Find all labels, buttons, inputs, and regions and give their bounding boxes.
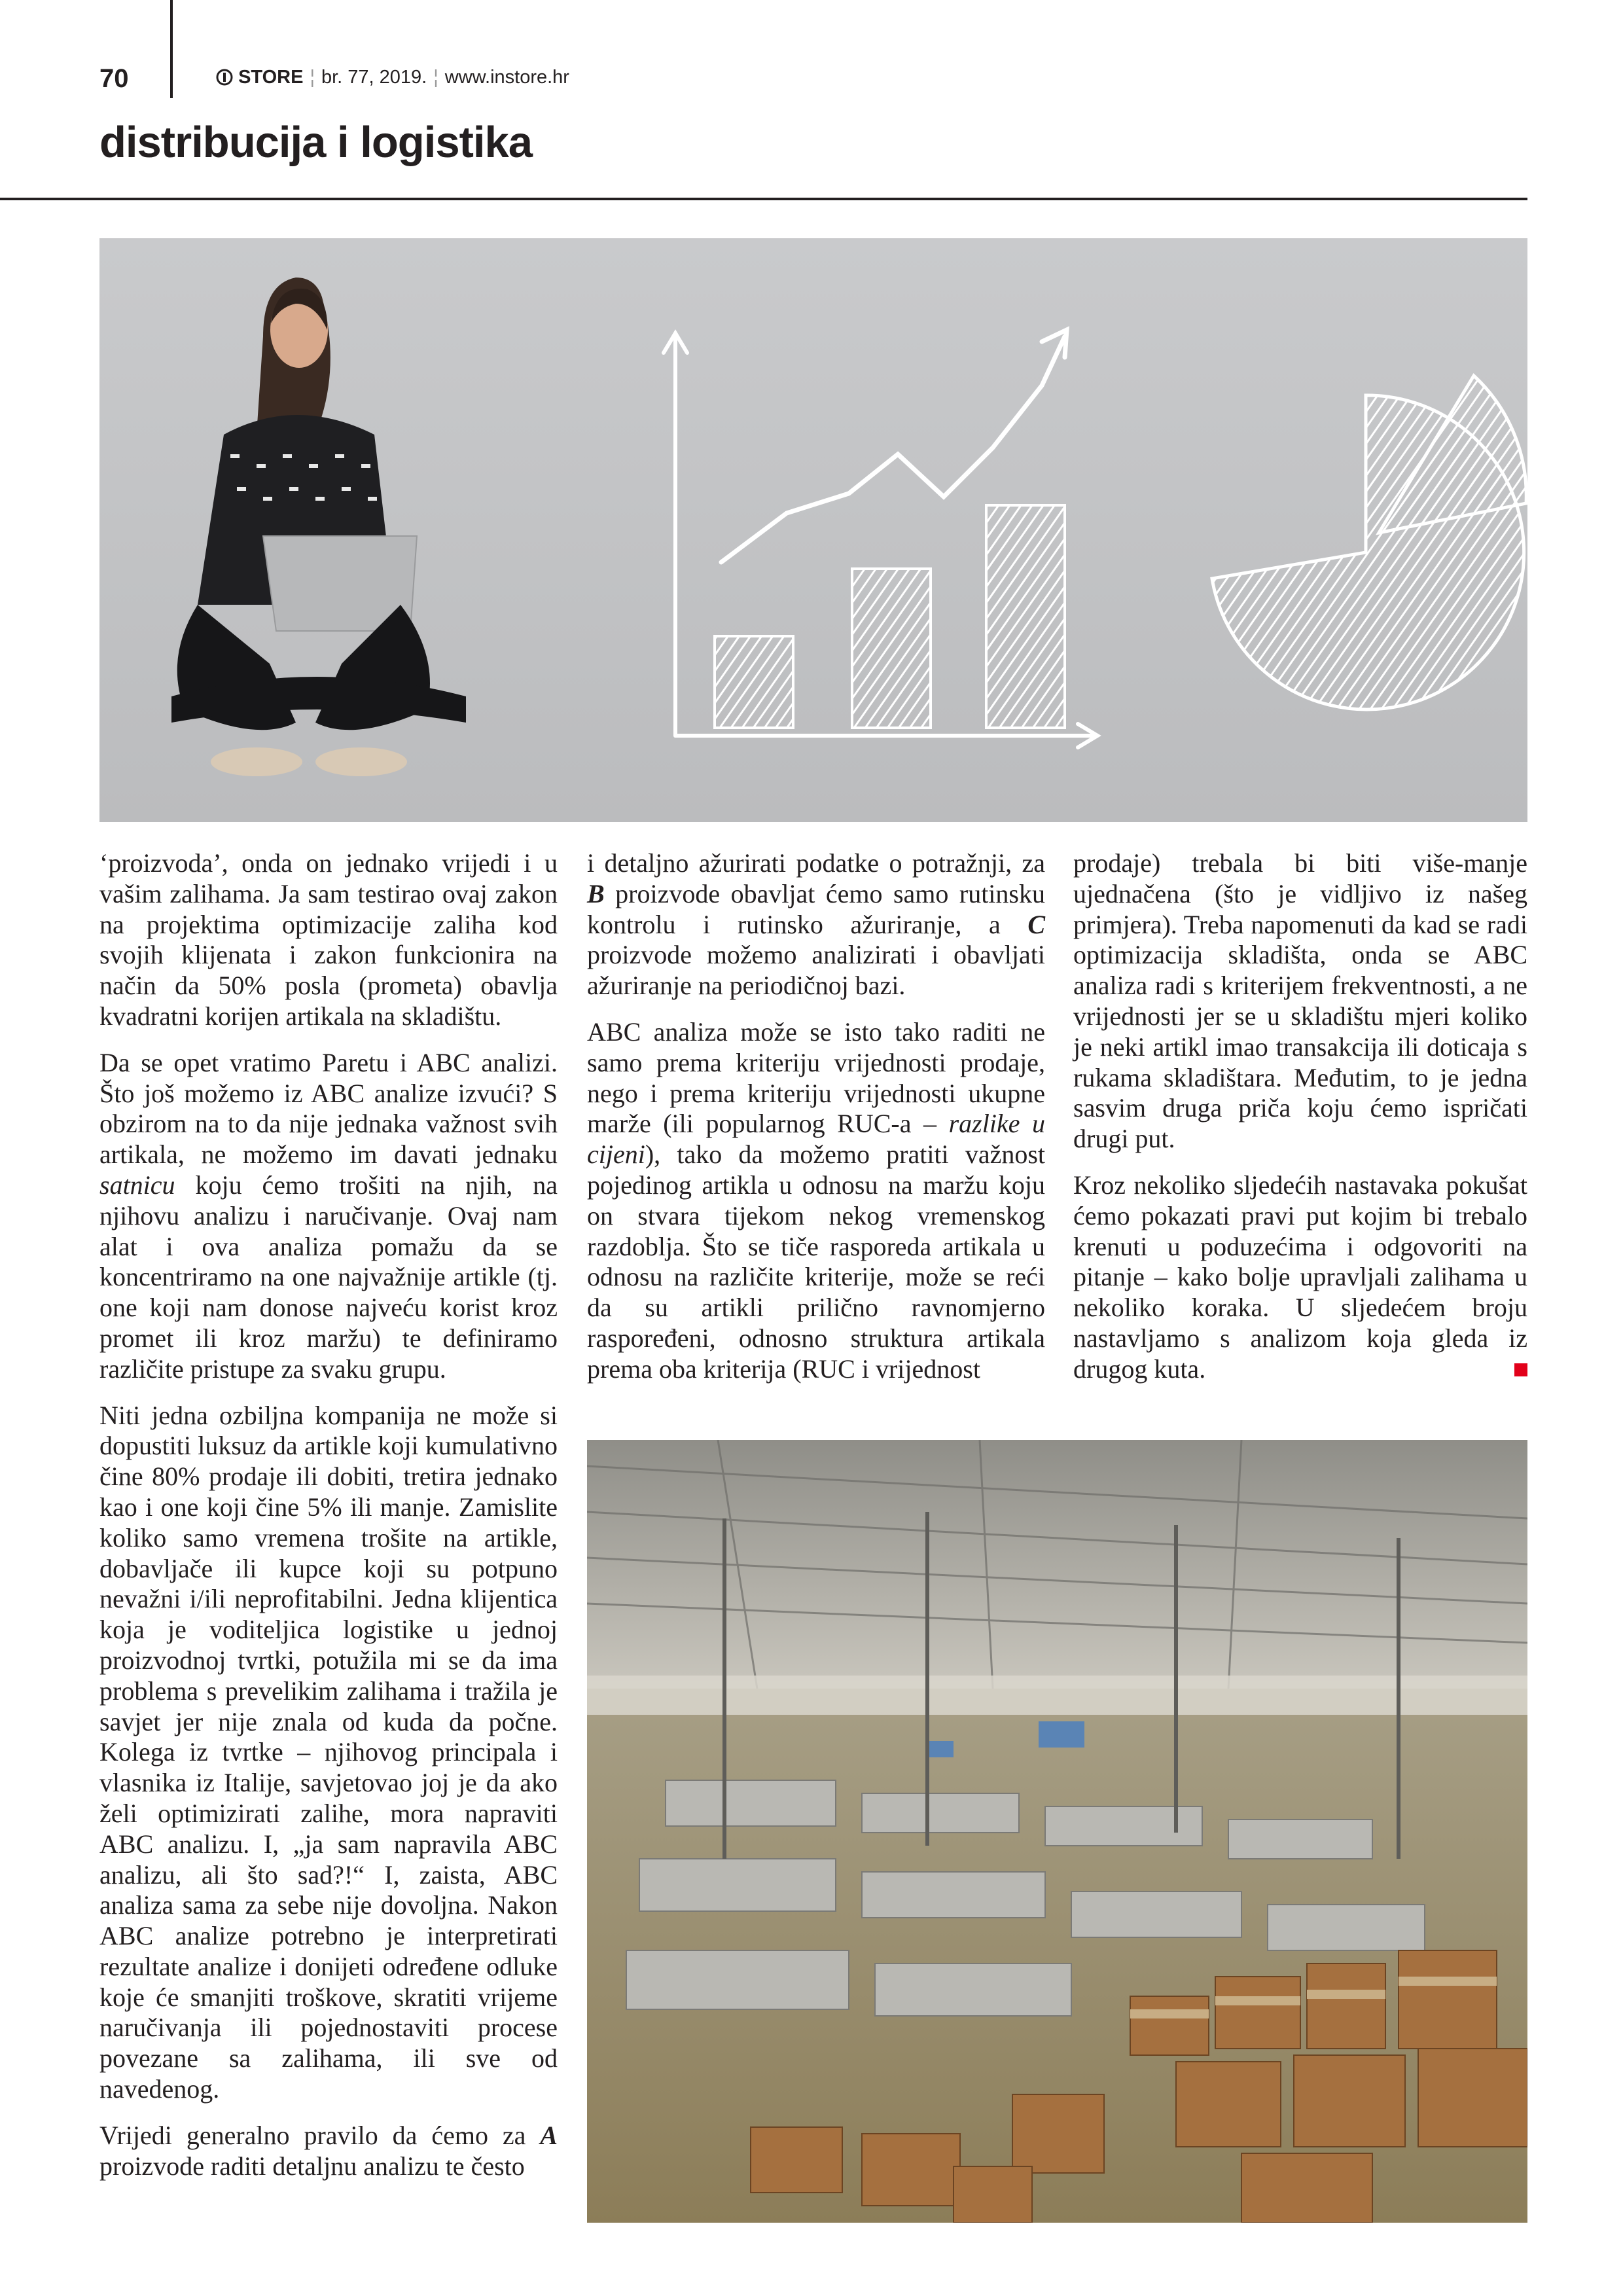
section-title: distribucija i logistika xyxy=(99,118,533,167)
woman-laptop-figure xyxy=(171,278,466,776)
article-paragraph: i detaljno ažurirati podatke o potražnji, za B proizvode obavljat ćemo samo rutinsku kontrolu i rutinsko ažuriranje, a C proizvode možemo analizirati i obavljati ažuriranje na periodičnoj bazi. xyxy=(587,848,1045,1001)
header-divider-line xyxy=(170,0,173,98)
end-of-article-mark xyxy=(1514,1363,1527,1376)
article-paragraph: prodaje) trebala bi biti više-manje ujednačena (što je vidljivo iz našeg primjera). Treba napomenuti da kad se radi optimizacija skladišta, onda se ABC analiza radi s kriterijem frekventnosti, a ne vrijednosti jer se u skladištu mjeri koliko je neki artikl imao transakcija ili doticaja s rukama skladištara. Međutim, to je jedna sasvim druga priča koju ćemo ispričati drugi put. xyxy=(1073,848,1527,1154)
header-rule xyxy=(0,198,1527,200)
growth-chart-illustration xyxy=(664,330,1097,747)
article-paragraph: Niti jedna ozbiljna kompanija ne može si dopustiti luksuz da artikle koji kumulativno čine 80% prodaje ili dobiti, tretira jednako kao i one koji čine 5% ili manje. Zamislite koliko samo vremena trošite na artikle, dobavljače ili kupce koji su potpuno nevažni i/ili neprofitabilni. Jedna klijentica koja je voditeljica logistike u jednoj proizvodnoj tvrtki, potužila mi se da ima problema s prevelikim zalihama i tražila je savjet jer nije znala od kuda da počne. Kolega iz tvrtke – njihovog principala i vlasnika iz Italije, savjetovao joj je da ako želi optimizirati zalihe, mora napraviti ABC analizu. I, „ja sam napravila ABC analizu, ali što sad?!“ I, zaista, ABC analiza sama za sebe nije dovoljna. Nakon ABC analize potrebno je interpretirati rezultate analize i donijeti određene odluke koje će smanjiti troškove, skratiti vrijeme naručivanja ili pojednostaviti procese povezane sa zalihama, ili sve od navedenog. xyxy=(99,1400,558,2104)
warehouse-photo xyxy=(587,1440,1527,2223)
hero-image xyxy=(99,238,1527,822)
article-column-3 xyxy=(1073,848,1527,1401)
website-link[interactable]: www.instore.hr xyxy=(444,67,569,88)
article-column-1 xyxy=(99,848,558,2197)
article-paragraph: Vrijedi generalno pravilo da ćemo za A proizvode raditi detaljnu analizu te često xyxy=(99,2120,558,2181)
instore-logo-icon xyxy=(216,67,238,88)
masthead-separator: ¦ xyxy=(433,67,438,88)
brand-name: STORE xyxy=(238,67,304,88)
masthead xyxy=(216,64,569,90)
pie-chart-illustration xyxy=(1212,376,1526,709)
article-column-2 xyxy=(587,848,1045,1401)
article-paragraph: ABC analiza može se isto tako raditi ne samo prema kriteriju vrijednosti prodaje, nego i prema kriteriju vrijednosti ukupne marže (ili popularnog RUC-a – razlike u cijeni), tako da možemo pratiti važnost pojedinog artikla u odnosu na maržu koju on stvara tijekom nekog vremenskog razdoblja. Što se tiče rasporeda artikala u odnosu na različite kriterije, može se reći da su artikli prilično ravnomjerno raspoređeni, odnosno struktura artikala prema oba kriterija (RUC i vrijednost xyxy=(587,1016,1045,1384)
article-paragraph: Da se opet vratimo Paretu i ABC analizi. Što još možemo iz ABC analize izvući? S obzirom na to da nije jednaka važnost svih artikala, ne možemo im davati jednaku satnicu koju ćemo trošiti na njih, na njihovu analizu i naručivanje. Ovaj nam alat i ova analiza pomažu da se koncentriramo na one najvažnije artikle (tj. one koji nam donose najveću korist kroz promet ili kroz maržu) te definiramo različite pristupe za svaku grupu. xyxy=(99,1047,558,1384)
issue-info: br. 77, 2019. xyxy=(321,67,427,88)
masthead-separator: ¦ xyxy=(310,67,315,88)
article-paragraph: Kroz nekoliko sljedećih nastavaka pokušat ćemo pokazati pravi put kojim bi trebalo krenuti u poduzećima i odgovoriti na pitanje – kako bolje upravljali zalihama u nekoliko koraka. U sljedećem broju nastavljamo s analizom koja gleda iz drugog kuta. xyxy=(1073,1170,1527,1384)
page-number: 70 xyxy=(99,64,129,93)
article-paragraph: ‘proizvoda’, onda on jednako vrijedi i u vašim zalihama. Ja sam testirao ovaj zakon na projektima optimizacije zaliha kod svojih klijenata i zakon funkcionira na način da 50% posla (prometa) obavlja kvadratni korijen artikala na skladištu. xyxy=(99,848,558,1031)
